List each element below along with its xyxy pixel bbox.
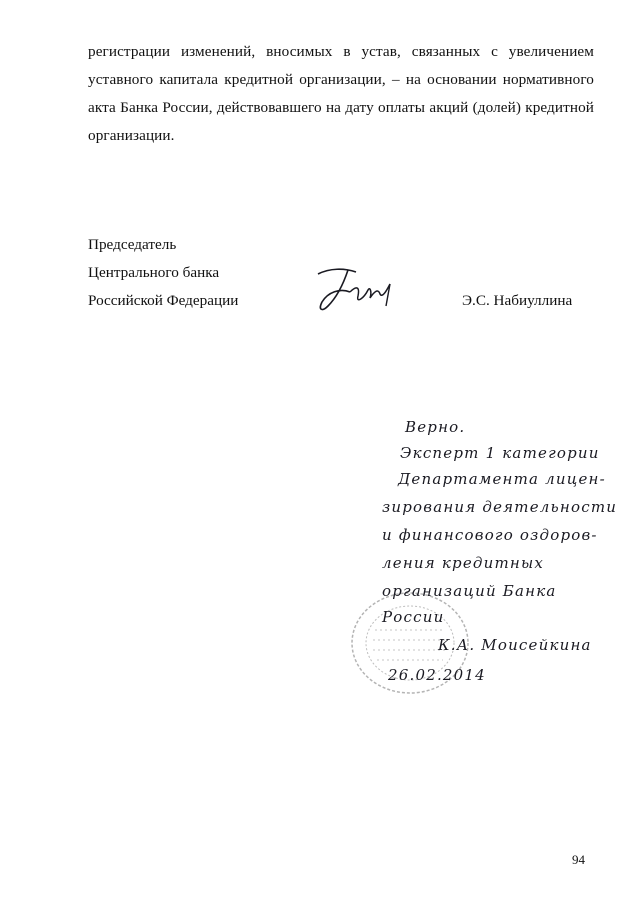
certification-line-1: Верно. bbox=[405, 418, 466, 436]
certification-line-8: России bbox=[382, 608, 445, 626]
certification-line-3: Департамента лицен- bbox=[398, 470, 606, 488]
signatory-title bbox=[88, 231, 238, 315]
page-number: 94 bbox=[572, 852, 585, 867]
certification-line-5: и финансового оздоров- bbox=[382, 526, 598, 544]
certification-line-6: ления кредитных bbox=[382, 554, 545, 572]
signatory-name: Э.С. Набиуллина bbox=[462, 292, 573, 309]
certification-date: 26.02.2014 bbox=[388, 666, 486, 684]
certification-line-2: Эксперт 1 категории bbox=[400, 444, 600, 462]
certification-line-7: организаций Банка bbox=[382, 582, 557, 600]
certification-signer-name: К.А. Моисейкина bbox=[438, 636, 592, 654]
signatory-title-line-1: Председатель bbox=[88, 236, 177, 253]
body-paragraph: регистрации изменений, вносимых в устав, связанных с увеличением уставного капитала кредитной организации, – на основании нормативного акта Банка России, действовавшего на дату оплаты акций (долей) кредитной организации. bbox=[88, 43, 594, 144]
handwritten-signature bbox=[310, 262, 405, 320]
signatory-title-line-2: Центрального банка bbox=[88, 264, 220, 281]
certification-note bbox=[360, 410, 630, 710]
certification-line-4: зирования деятельности bbox=[382, 498, 618, 516]
signatory-title-line-3: Российской Федерации bbox=[88, 292, 239, 309]
